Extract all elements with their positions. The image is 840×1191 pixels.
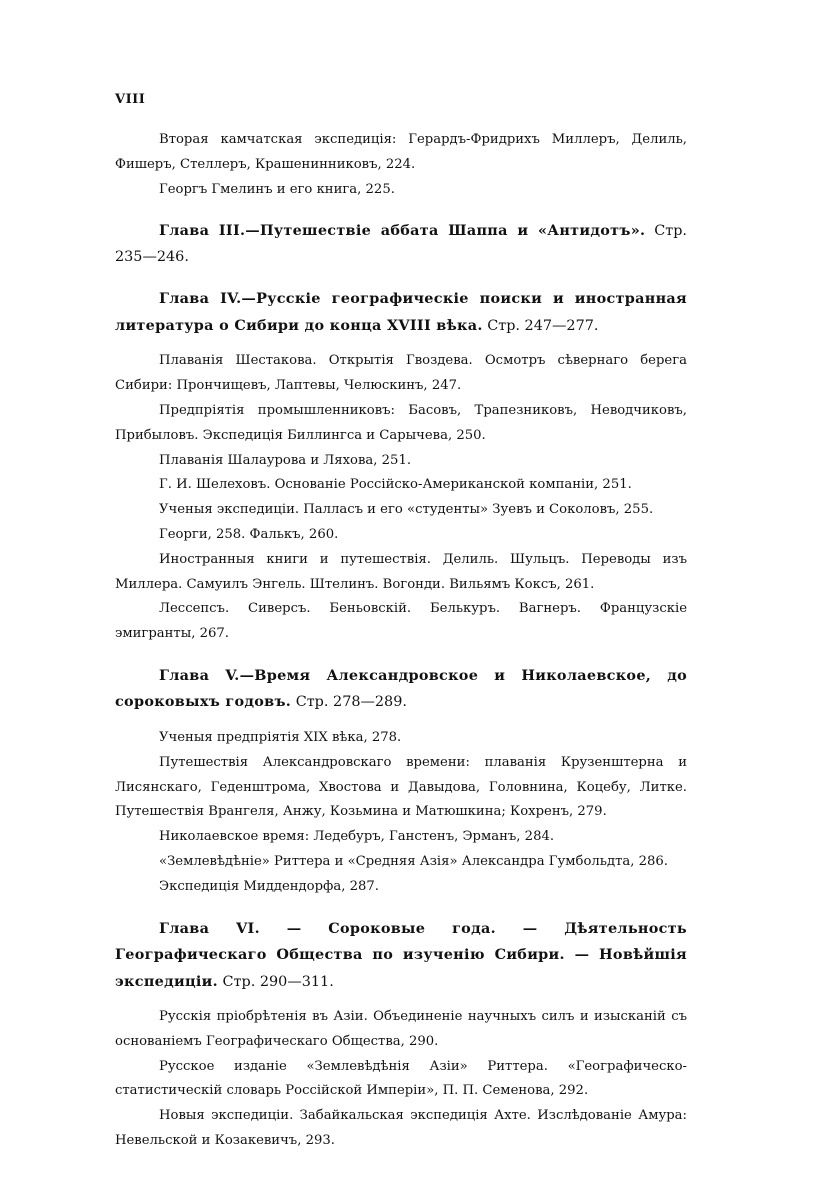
chapter-heading-5 <box>115 663 687 716</box>
toc-entry: Лессепсъ. Сиверсъ. Беньовскій. Белькуръ. Вагнеръ. Французскіе эмигранты, 267. <box>115 601 687 642</box>
toc-entry: Вторая камчатская экспедиція: Герардъ-Фридрихъ Миллеръ, Делиль, Фишеръ, Стеллеръ, Крашенинниковъ, 224. <box>115 132 687 172</box>
toc-entry: Николаевское время: Ледебуръ, Ганстенъ, Эрманъ, 284. <box>159 829 555 845</box>
toc-entry: Русское изданіе «Землевѣдѣнія Азіи» Риттера. «Географическо-статистическій словарь Россійской Имперіи», П. П. Семенова, 292. <box>115 1058 687 1099</box>
chapter-title: Глава VI. — Сороковые года. — Дѣятельность Географическаго Общества по изученію Сибири. — Новѣйшія экспедиціи. <box>115 919 687 990</box>
chapter-heading-6 <box>115 916 687 996</box>
toc-entry: «Землевѣдѣніе» Риттера и «Средняя Азія» Александра Гумбольдта, 286. <box>159 853 668 869</box>
toc-entry: Плаванія Шалаурова и Ляхова, 251. <box>159 452 412 468</box>
toc-entry: Путешествія Александровскаго времени: плаванія Крузенштерна и Лисянскаго, Геденштрома, Хвостова и Давыдова, Головнина, Коцебу, Литке. Путешествія Врангеля, Анжу, Козьмина и Матюшкина; Кохренъ, 279. <box>115 754 687 820</box>
toc-entry: Георгъ Гмелинъ и его книга, 225. <box>159 181 395 197</box>
chapter-5-entries <box>115 726 687 900</box>
toc-page <box>115 88 687 1154</box>
toc-entry: Г. И. Шелеховъ. Основаніе Россійско-Американской компаніи, 251. <box>159 477 632 493</box>
chapter-pages: Стр. 235—246. <box>115 223 687 265</box>
toc-entry: Ученыя предпріятія XIX вѣка, 278. <box>159 729 402 745</box>
toc-entry: Экспедиція Миддендорфа, 287. <box>159 878 379 894</box>
chapter-title: Глава III.—Путешествіе аббата Шаппа и «Антидотъ». <box>159 222 646 240</box>
chapter-pages: Стр. 290—311. <box>222 973 334 990</box>
toc-entry: Плаванія Шестакова. Открытія Гвоздева. Осмотръ сѣвернаго берега Сибири: Прончищевъ, Лаптевы, Челюскинъ, 247. <box>115 353 687 394</box>
chapter-4-entries <box>115 349 687 647</box>
toc-entry: Ученыя экспедиціи. Палласъ и его «студенты» Зуевъ и Соколовъ, 255. <box>159 502 654 518</box>
chapter-pages: Стр. 278—289. <box>295 694 407 711</box>
toc-entry: Предпріятія промышленниковъ: Басовъ, Трапезниковъ, Неводчиковъ, Прибыловъ. Экспедиція Биллингса и Сарычева, 250. <box>115 402 687 443</box>
toc-entry: Иностранныя книги и путешествія. Делиль. Шульцъ. Переводы изъ Миллера. Самуилъ Энгель. Штелинъ. Вогонди. Вильямъ Коксъ, 261. <box>115 551 687 592</box>
intro-block <box>115 128 687 202</box>
chapter-title: Глава V.—Время Александровское и Николаевское, до сороковыхъ годовъ. <box>115 666 687 711</box>
toc-entry: Русскія пріобрѣтенія въ Азіи. Объединеніе научныхъ силъ и изысканій съ основаніемъ Географическаго Общества, 290. <box>115 1009 687 1049</box>
chapter-pages: Стр. 247—277. <box>487 317 599 334</box>
page-number: VIII <box>115 92 146 107</box>
chapter-title: Глава IV.—Русскіе географическіе поиски и иностранная литература о Сибири до конца XVIII вѣка. <box>115 290 687 334</box>
toc-entry: Новыя экспедиціи. Забайкальская экспедиція Ахте. Изслѣдованіе Амура: Невельской и Козакевичъ, 293. <box>115 1108 687 1149</box>
chapter-heading-3 <box>115 218 687 270</box>
chapter-heading-4 <box>115 286 687 339</box>
chapter-6-entries <box>115 1005 687 1154</box>
toc-entry: Георги, 258. Фалькъ, 260. <box>159 526 339 542</box>
